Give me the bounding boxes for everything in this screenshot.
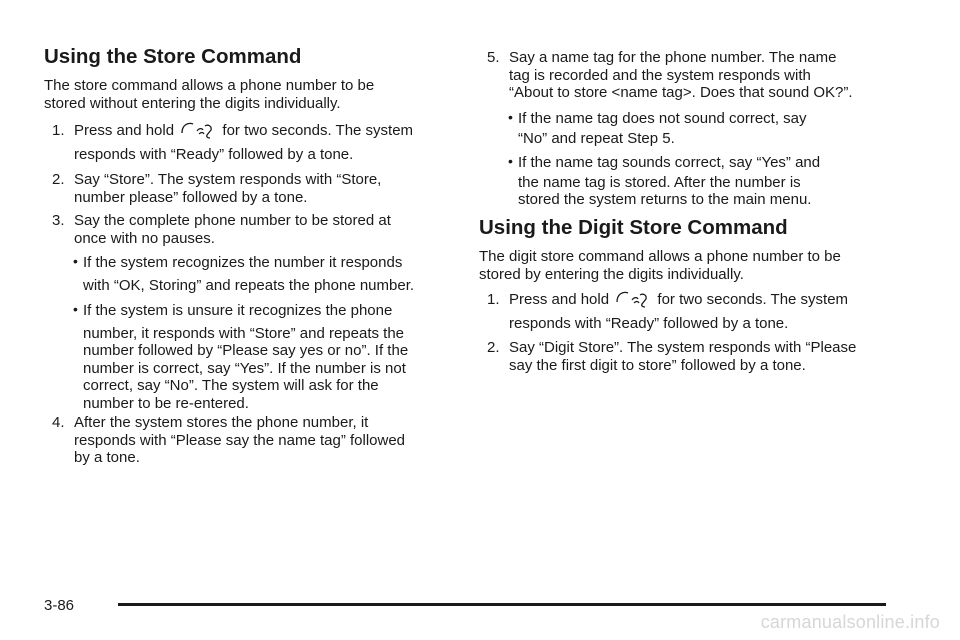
intro-paragraph: The digit store command allows a phone number to be stored by entering the digits individually. xyxy=(479,248,841,283)
bullet-item: • If the name tag sounds correct, say “Yes” and the name tag is stored. After the number is stored the system returns to the main menu. xyxy=(508,153,821,208)
step-1: 1. Press and hold for two seconds. The system responds with “Ready” followed by a tone. xyxy=(44,122,478,164)
page-number: 3-86 xyxy=(44,597,75,614)
step-3: 3. Say the complete phone number to be stored at once with no pauses. xyxy=(52,212,391,247)
bullet-dot: • xyxy=(73,253,78,269)
step-2: 2. Say “Store”. The system responds with “Store, number please” followed by a tone. xyxy=(52,171,382,206)
bullet-item: • If the system recognizes the number it responds with “OK, Storing” and repeats the phone number. xyxy=(73,253,415,294)
bullet-dot: • xyxy=(508,153,513,169)
step-1: 1. Press and hold for two seconds. The system responds with “Ready” followed by a tone. xyxy=(479,291,929,333)
watermark: carmanualsonline.info xyxy=(760,612,940,632)
phone-voice-icon xyxy=(178,119,218,141)
step-5: 5. Say a name tag for the phone number. The name tag is recorded and the system responds with “About to store <name tag>. Does that sound OK?”. xyxy=(487,49,853,101)
bullet-item: • If the system is unsure it recognizes the phone number, it responds with “Store” and repeats the number followed by “Please say yes or no”. If the number is correct, say “Yes”. If the number is not correct, say “No”. The system will ask for the number to be re-entered. xyxy=(73,301,409,412)
section-heading-digit-store: Using the Digit Store Command xyxy=(479,216,788,239)
section-heading-store: Using the Store Command xyxy=(44,45,302,68)
intro-paragraph: The store command allows a phone number to be stored without entering the digits individually. xyxy=(44,77,375,112)
footer-divider xyxy=(118,603,886,606)
bullet-item: • If the name tag does not sound correct, say “No” and repeat Step 5. xyxy=(508,109,807,147)
bullet-dot: • xyxy=(508,109,513,125)
bullet-dot: • xyxy=(73,301,78,317)
step-2: 2. Say “Digit Store”. The system responds with “Please say the first digit to store” followed by a tone. xyxy=(487,339,857,374)
phone-voice-icon xyxy=(613,288,653,310)
step-4: 4. After the system stores the phone number, it responds with “Please say the name tag” followed by a tone. xyxy=(52,414,406,466)
